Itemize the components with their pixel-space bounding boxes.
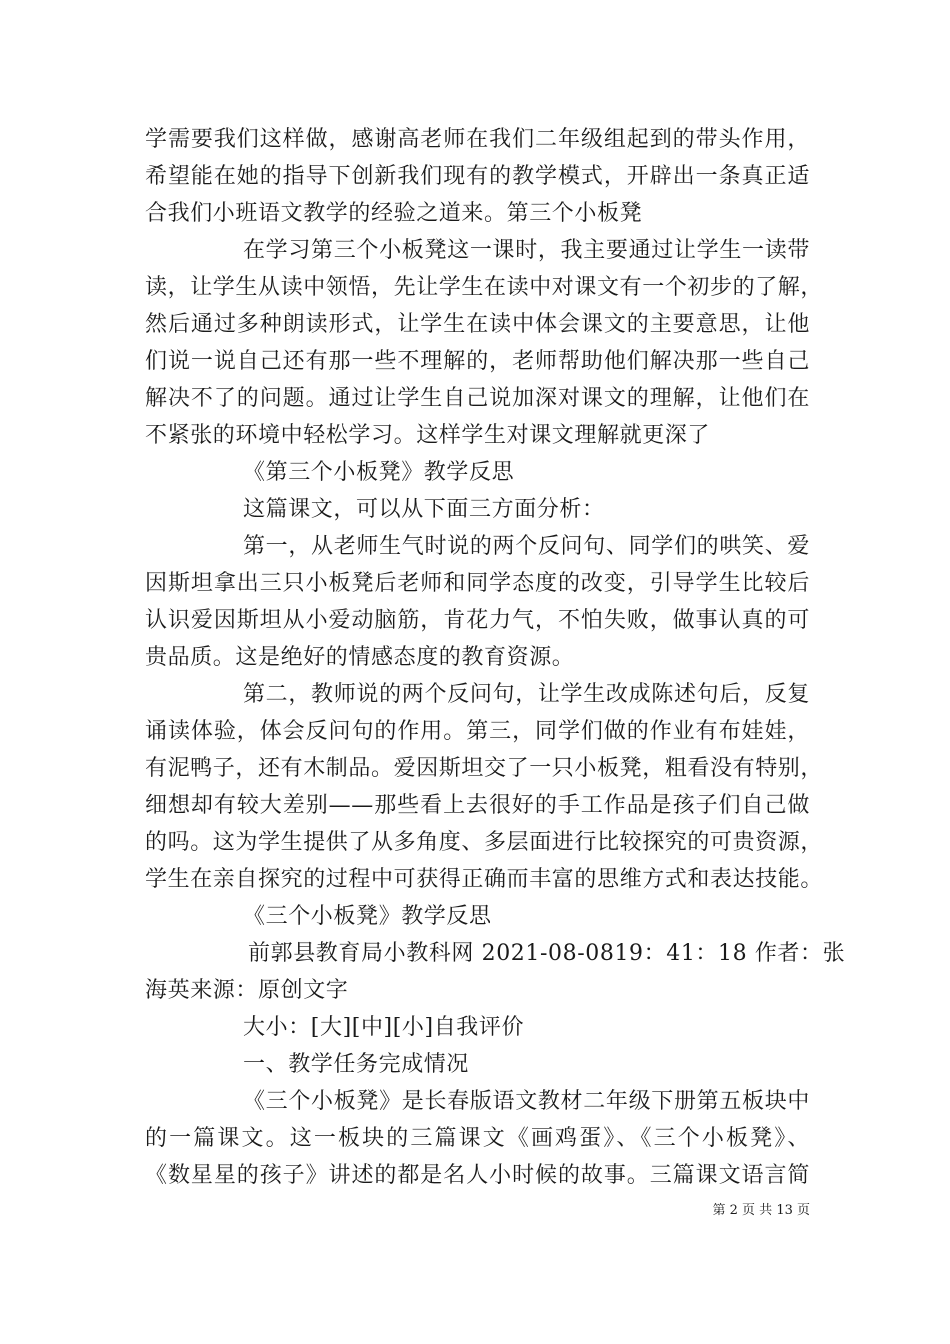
text-line: 合我们小班语文教学的经验之道来。第三个小板凳 bbox=[145, 201, 643, 226]
text-line: 《数星星的孩子》讲述的都是名人小时候的故事。三篇课文语言简 bbox=[145, 1163, 810, 1188]
text-line: 贵品质。这是绝好的情感态度的教育资源。 bbox=[145, 645, 575, 670]
page-number: 第 2 页 共 13 页 bbox=[712, 1203, 810, 1218]
text-line: 学生在亲自探究的过程中可获得正确而丰富的思维方式和表达技能。 bbox=[145, 867, 824, 892]
text-line: 第一，从老师生气时说的两个反问句、同学们的哄笑、爱 bbox=[243, 534, 810, 559]
text-line: 诵读体验，体会反问句的作用。第三，同学们做的作业有布娃娃， bbox=[145, 719, 810, 744]
section-heading: 一、教学任务完成情况 bbox=[243, 1052, 470, 1077]
section-heading: 《三个小板凳》教学反思 bbox=[243, 904, 492, 929]
text-line: 第二，教师说的两个反问句，让学生改成陈述句后，反复 bbox=[243, 682, 810, 707]
byline: 海英来源：原创文字 bbox=[145, 978, 349, 1003]
text-line: 然后通过多种朗读形式，让学生在读中体会课文的主要意思，让他 bbox=[145, 312, 810, 337]
text-line: 《三个小板凳》是长春版语文教材二年级下册第五板块中 bbox=[243, 1089, 810, 1114]
text-line: 在学习第三个小板凳这一课时，我主要通过让学生一读带 bbox=[243, 238, 810, 263]
byline: 前郭县教育局小教科网 2021-08-0819：41：18 作者：张 bbox=[248, 941, 846, 966]
section-heading: 《第三个小板凳》教学反思 bbox=[243, 460, 515, 485]
text-line: 不紧张的环境中轻松学习。这样学生对课文理解就更深了 bbox=[145, 423, 711, 448]
text-line: 有泥鸭子，还有木制品。爱因斯坦交了一只小板凳，粗看没有特别， bbox=[145, 756, 824, 781]
text-line: 学需要我们这样做，感谢高老师在我们二年级组起到的带头作用， bbox=[145, 127, 810, 152]
text-line: 因斯坦拿出三只小板凳后老师和同学态度的改变，引导学生比较后 bbox=[145, 571, 810, 596]
text-line: 大小：[大][中][小]自我评价 bbox=[243, 1015, 525, 1040]
text-line: 们说一说自己还有那一些不理解的，老师帮助他们解决那一些自己 bbox=[145, 349, 810, 374]
text-line: 细想却有较大差别——那些看上去很好的手工作品是孩子们自己做 bbox=[145, 793, 810, 818]
text-line: 的一篇课文。这一板块的三篇课文《画鸡蛋》、《三个小板凳》、 bbox=[145, 1126, 810, 1151]
text-line: 希望能在她的指导下创新我们现有的教学模式，开辟出一条真正适 bbox=[145, 164, 810, 189]
text-line: 这篇课文，可以从下面三方面分析： bbox=[243, 497, 605, 522]
text-line: 读，让学生从读中领悟，先让学生在读中对课文有一个初步的了解， bbox=[145, 275, 824, 300]
text-line: 解决不了的问题。通过让学生自己说加深对课文的理解，让他们在 bbox=[145, 386, 810, 411]
text-line: 认识爱因斯坦从小爱动脑筋，肯花力气，不怕失败，做事认真的可 bbox=[145, 608, 810, 633]
text-line: 的吗。这为学生提供了从多角度、多层面进行比较探究的可贵资源， bbox=[145, 830, 824, 855]
